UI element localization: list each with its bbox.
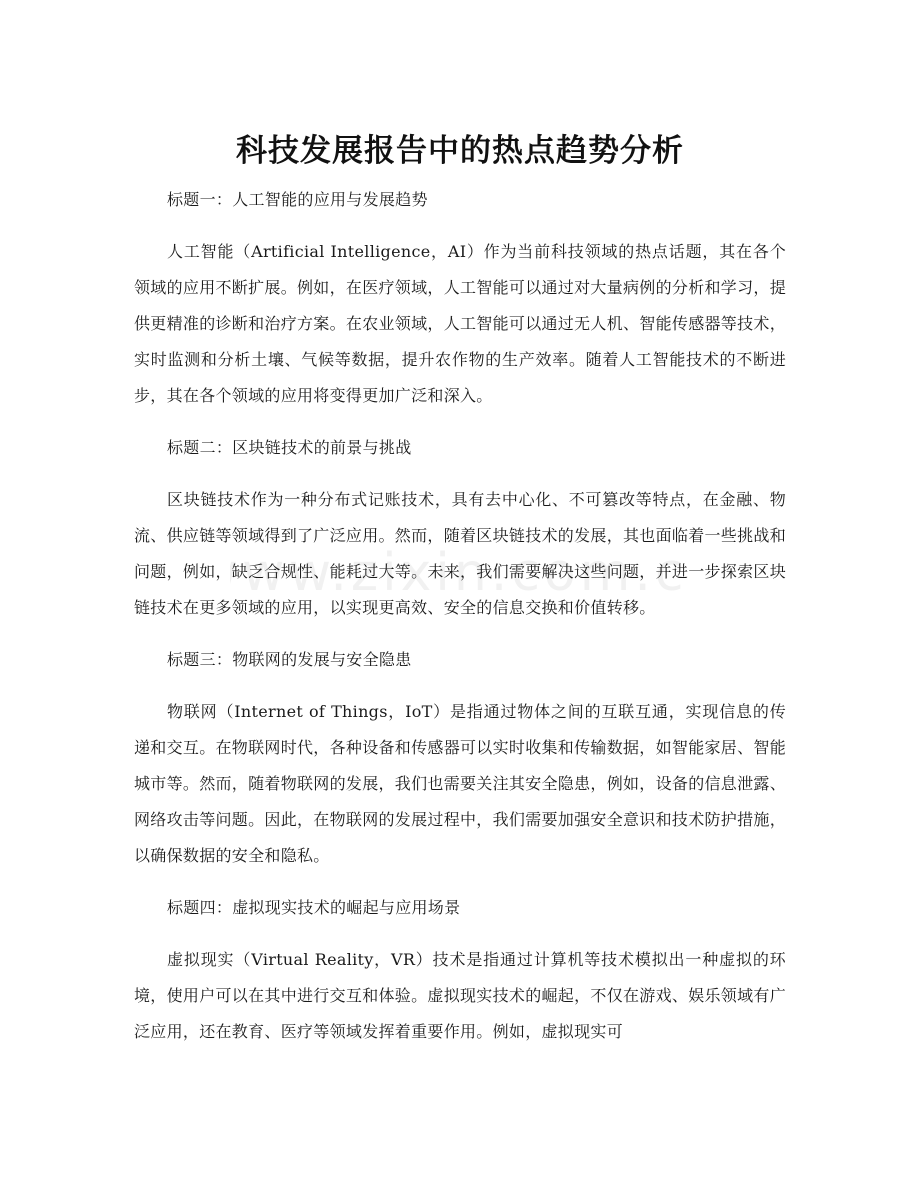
section-heading-vr: 标题四：虚拟现实技术的崛起与应用场景 [167,898,461,917]
section-paragraph-iot: 物联网（Internet of Things，IoT）是指通过物体之间的互联互通，实现信息的传递和交互。在物联网时代，各种设备和传感器可以实时收集和传输数据，如智能家居、智能城市等。然而，随着物联网的发展，我们也需要关注其安全隐患，例如，设备的信息泄露、网络攻击等问题。因此，在物联网的发展过程中，我们需要加强安全意识和技术防护措施，以确保数据的安全和隐私。 [134,702,787,865]
section-heading-blockchain: 标题二：区块链技术的前景与挑战 [167,438,412,457]
document-title: 科技发展报告中的热点趋势分析 [236,132,684,169]
section-paragraph-blockchain: 区块链技术作为一种分布式记账技术，具有去中心化、不可篡改等特点，在金融、物流、供应链等领域得到了广泛应用。然而，随着区块链技术的发展，其也面临着一些挑战和问题，例如，缺乏合规性、能耗过大等。未来，我们需要解决这些问题，并进一步探索区块链技术在更多领域的应用，以实现更高效、安全的信息交换和价值转移。 [134,490,787,617]
section-heading-ai: 标题一：人工智能的应用与发展趋势 [167,190,428,209]
section-heading-iot: 标题三：物联网的发展与安全隐患 [167,650,412,669]
document-body [134,182,786,1066]
section-paragraph-ai: 人工智能（Artificial Intelligence，AI）作为当前科技领域的热点话题，其在各个领域的应用不断扩展。例如，在医疗领域，人工智能可以通过对大量病例的分析和学习，提供更精准的诊断和治疗方案。在农业领域，人工智能可以通过无人机、智能传感器等技术，实时监测和分析土壤、气候等数据，提升农作物的生产效率。随着人工智能技术的不断进步，其在各个领域的应用将变得更加广泛和深入。 [134,242,787,405]
svg-text:www.zixin.com.cn: ww.zixin.com.c [242,543,688,603]
section-paragraph-vr: 虚拟现实（Virtual Reality，VR）技术是指通过计算机等技术模拟出一种虚拟的环境，使用户可以在其中进行交互和体验。虚拟现实技术的崛起，不仅在游戏、娱乐领域有广泛应用，还在教育、医疗等领域发挥着重要作用。例如，虚拟现实可 [134,950,787,1041]
